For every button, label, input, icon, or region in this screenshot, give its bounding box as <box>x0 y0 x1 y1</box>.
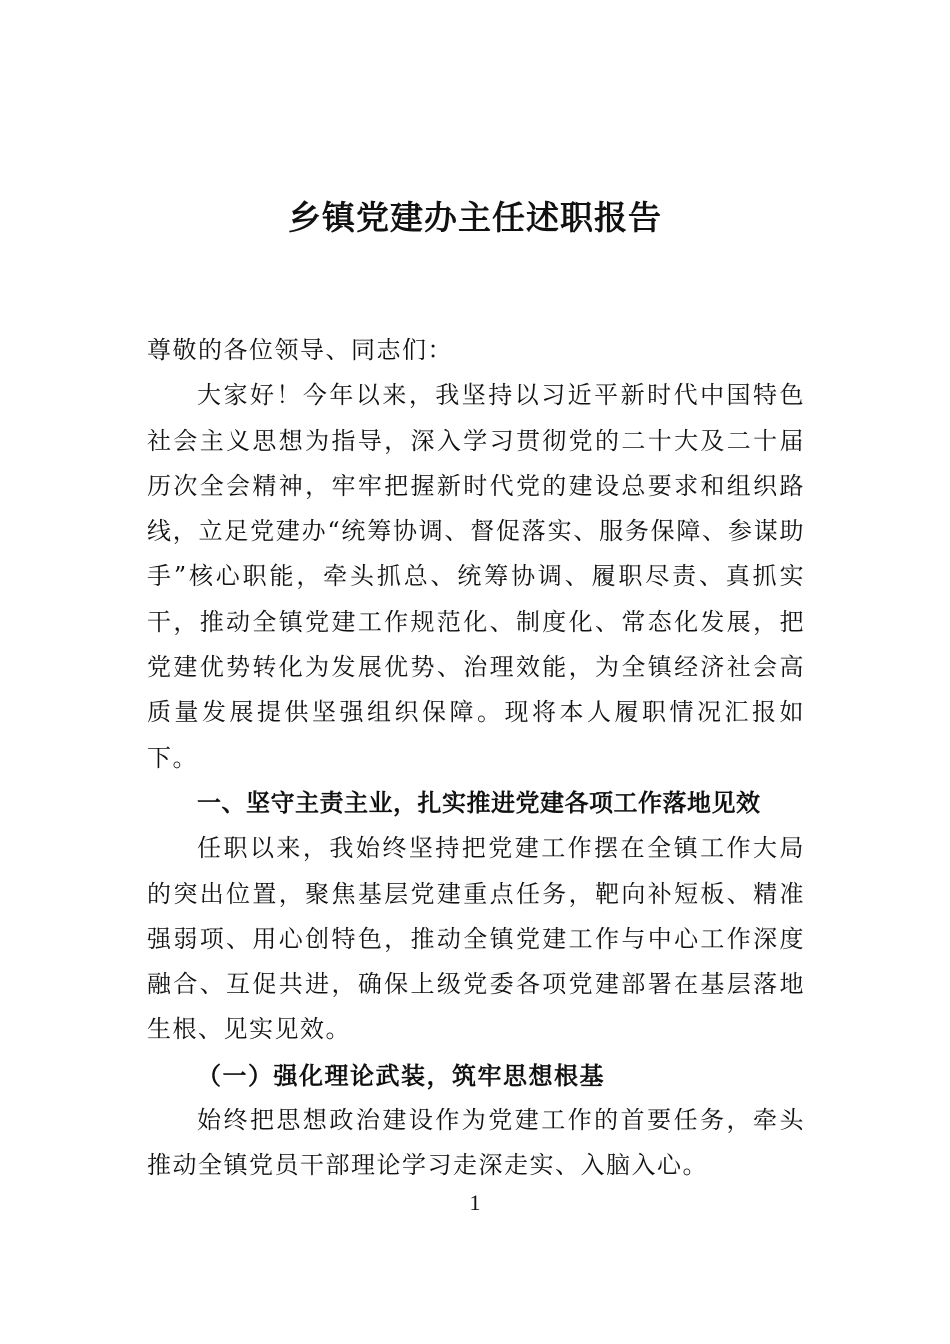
document-body <box>147 328 805 1189</box>
document-title: 乡镇党建办主任述职报告 <box>288 198 662 237</box>
section-heading-1: 一、坚守主责主业，扎实推进党建各项工作落地见效 <box>197 788 761 817</box>
intro-paragraph: 大家好！今年以来，我坚持以习近平新时代中国特色社会主义思想为指导，深入学习贯彻党的二十大及二十届历次全会精神，牢牢把握新时代党的建设总要求和组织路线，立足党建办“统筹协调、督促落实、服务保障、参谋助手”核心职能，牵头抓总、统筹协调、履职尽责、真抓实干，推动全镇党建工作规范化、制度化、常态化发展，把党建优势转化为发展优势、治理效能，为全镇经济社会高质量发展提供坚强组织保障。现将本人履职情况汇报如下。 <box>147 381 805 772</box>
section-paragraph-1: 任职以来，我始终坚持把党建工作摆在全镇工作大局的突出位置，聚焦基层党建重点任务，靶向补短板、精准强弱项、用心创特色，推动全镇党建工作与中心工作深度融合、互促共进，确保上级党委各项党建部署在基层落地生根、见实见效。 <box>147 834 805 1044</box>
salutation: 尊敬的各位领导、同志们： <box>147 336 453 364</box>
subsection-paragraph-1: 始终把思想政治建设作为党建工作的首要任务，牵头推动全镇党员干部理论学习走深走实、入脑入心。 <box>147 1106 805 1180</box>
page-number: 1 <box>469 1190 481 1215</box>
subsection-heading-1: （一）强化理论武装，筑牢思想根基 <box>197 1060 605 1090</box>
